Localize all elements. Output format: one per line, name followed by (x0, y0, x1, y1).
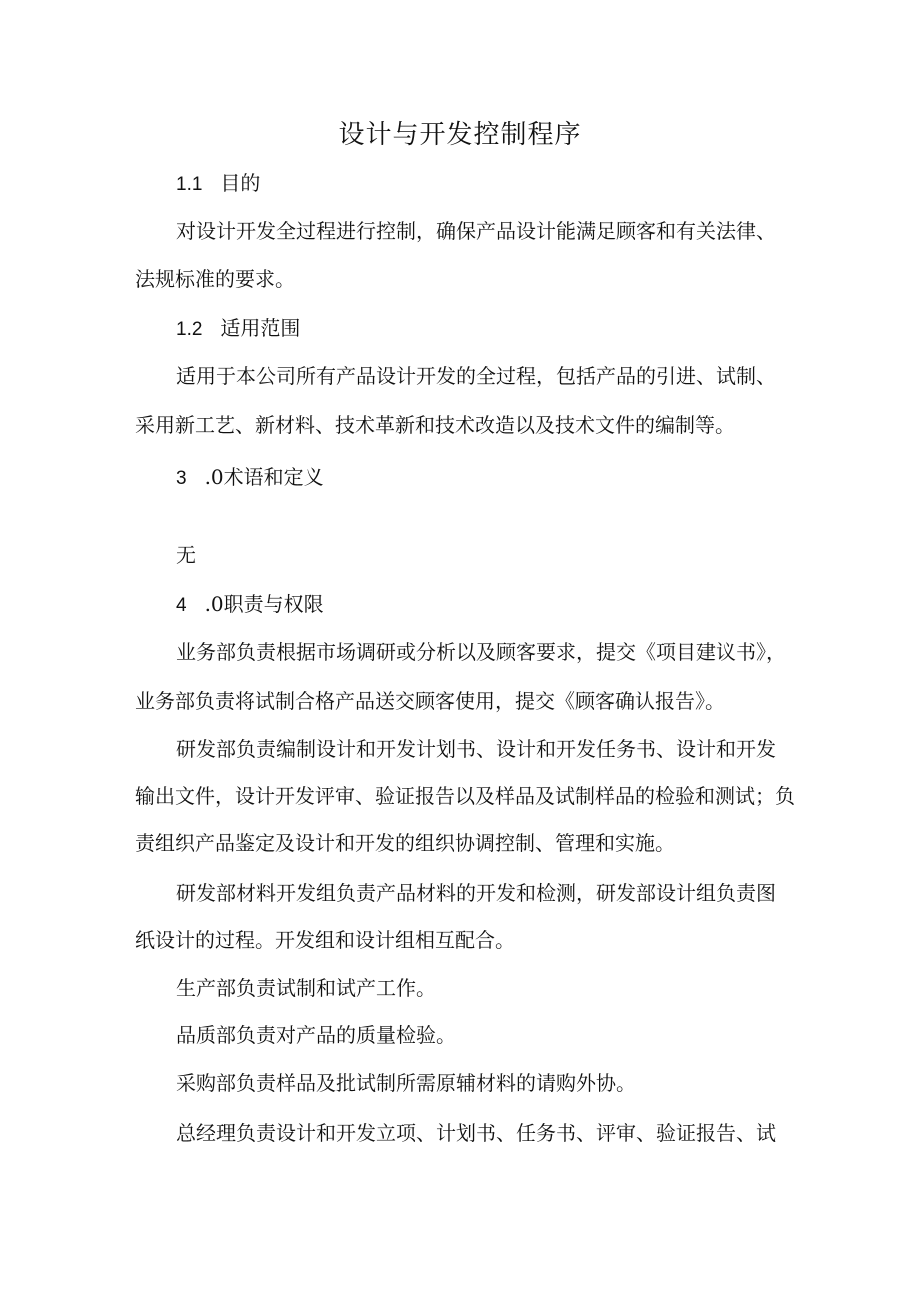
paragraph-line: 采用新工艺、新材料、技术革新和技术改造以及技术文件的编制等。 (135, 413, 735, 437)
paragraph-line: 研发部材料开发组负责产品材料的开发和检测，研发部设计组负责图 (176, 881, 776, 905)
section-number: 3 (176, 468, 187, 489)
paragraph-line: 纸设计的过程。开发组和设计组相互配合。 (135, 928, 515, 952)
paragraph-line: 无 (176, 543, 196, 567)
paragraph-line: 研发部负责编制设计和开发计划书、设计和开发任务书、设计和开发 (176, 737, 776, 761)
section-heading-scope (176, 313, 836, 345)
section-label: 适用范围 (220, 316, 301, 340)
paragraph-line: 适用于本公司所有产品设计开发的全过程，包括产品的引进、试制、 (176, 364, 776, 388)
paragraph-line: 责组织产品鉴定及设计和开发的组织协调控制、管理和实施。 (135, 831, 675, 855)
paragraph-line: 对设计开发全过程进行控制，确保产品设计能满足顾客和有关法律、 (176, 219, 776, 243)
paragraph-line: 业务部负责根据市场调研或分析以及顾客要求，提交《项目建议书》， (176, 640, 786, 664)
section-heading-purpose (176, 168, 836, 200)
section-number: 4 (176, 595, 187, 616)
section-heading-responsibilities (176, 589, 836, 621)
paragraph-line: 输出文件，设计开发评审、验证报告以及样品及试制样品的检验和测试；负 (135, 784, 795, 808)
paragraph-line: 采购部负责样品及批试制所需原辅材料的请购外协。 (176, 1071, 636, 1095)
document-title: 设计与开发控制程序 (338, 120, 582, 150)
paragraph-line: 法规标准的要求。 (135, 267, 295, 291)
section-label: .0职责与权限 (204, 592, 324, 616)
section-label: 目的 (220, 171, 261, 195)
paragraph-line: 生产部负责试制和试产工作。 (176, 976, 436, 1000)
paragraph-line: 业务部负责将试制合格产品送交顾客使用，提交《顾客确认报告》。 (135, 689, 725, 713)
section-label: .0术语和定义 (204, 465, 324, 489)
section-number: 1.2 (176, 319, 203, 340)
paragraph-line: 品质部负责对产品的质量检验。 (176, 1023, 456, 1047)
section-heading-terms (176, 462, 836, 494)
paragraph-line: 总经理负责设计和开发立项、计划书、任务书、评审、验证报告、试 (176, 1121, 776, 1145)
section-number: 1.1 (176, 174, 203, 195)
